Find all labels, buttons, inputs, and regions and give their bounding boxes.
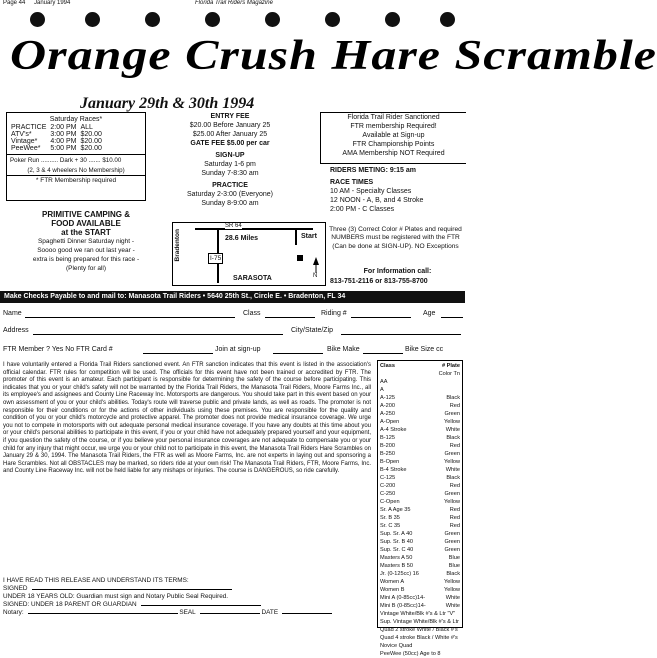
plate-color: Yellow — [444, 499, 460, 505]
class-name: A-125 — [380, 395, 395, 401]
race-row: PRACTICE 2:00 PM ALL — [11, 124, 93, 131]
sun-icon — [145, 12, 160, 27]
class-name: Sr. C 35 — [380, 523, 401, 529]
map-start: Start — [301, 233, 317, 240]
class-name: B-200 — [380, 443, 395, 449]
bike-size-label: Bike Size cc — [405, 346, 444, 353]
ftr-line: Available at Sign-up — [362, 132, 425, 139]
sun-icon — [30, 12, 45, 27]
class-row — [380, 450, 460, 458]
class-name: A-200 — [380, 403, 395, 409]
camping-line: Soooo good we ran out last year - — [37, 247, 135, 254]
bike-make-field[interactable] — [363, 353, 403, 354]
class-name: B-Open — [380, 459, 400, 465]
class-name: Quad 2 stroke White / Black #'s — [380, 627, 458, 633]
class-row — [380, 482, 460, 490]
sun-icon — [385, 12, 400, 27]
map-bradenton: Bradenton — [174, 229, 181, 262]
name-label: Name — [3, 310, 22, 317]
class-label: Class — [243, 310, 261, 317]
plate-color: Black — [446, 475, 460, 481]
ftr-member-label: FTR Member ? Yes No FTR Card # — [3, 346, 113, 353]
entry-form — [3, 310, 465, 361]
plate-color: Blue — [448, 563, 460, 569]
races-box — [6, 112, 146, 201]
bike-make-label: Bike Make — [327, 346, 360, 353]
class-row — [380, 602, 460, 610]
class-name: A — [380, 387, 384, 393]
plate-color: Green — [444, 547, 460, 553]
ftr-line: Florida Trail Rider Sanctioned — [347, 114, 440, 121]
class-row — [380, 490, 460, 498]
class-row — [380, 410, 460, 418]
guardian-label: SIGNED: UNDER 18 PARENT OR GUARDIAN — [3, 601, 137, 608]
class-row — [380, 426, 460, 434]
sun-icon — [265, 12, 280, 27]
north-icon: N — [313, 273, 318, 279]
practice-heading: PRACTICE — [212, 182, 248, 189]
plate-color: Green — [444, 451, 460, 457]
class-name: Vintage White/Blk #'s & Ltr "V" — [380, 611, 456, 617]
seal-field[interactable] — [200, 613, 260, 614]
plate-color: Red — [449, 515, 460, 521]
class-row — [380, 578, 460, 586]
plate-color: White — [445, 467, 460, 473]
practice-line: Saturday 2-3:00 (Everyone) — [187, 191, 273, 198]
ftr-box — [320, 112, 466, 164]
class-row — [380, 610, 460, 618]
class-row — [380, 434, 460, 442]
class-row — [380, 594, 460, 602]
class-row — [380, 522, 460, 530]
info-phone: 813-751-2116 or 813-755-8700 — [330, 278, 428, 285]
plate-color: White — [445, 595, 460, 601]
camping-line: (Plenty for all) — [65, 265, 107, 272]
entry-info — [150, 112, 310, 208]
ftr-line: FTR membership Required! — [350, 123, 437, 130]
races-heading: Saturday Races* — [49, 116, 103, 123]
class-name: Sup. Sr. C 40 — [380, 547, 414, 553]
map-sr64: SR 64 — [225, 223, 242, 229]
plate-color: Red — [449, 443, 460, 449]
class-row — [380, 458, 460, 466]
class-row — [380, 650, 460, 658]
city-field[interactable] — [341, 334, 461, 335]
plates-note: Three (3) Correct Color # Plates and required NUMBERS must be registered with the FTR (Can be done at SIGN-UP). NO Exceptions — [329, 226, 462, 250]
race-info — [330, 166, 465, 214]
class-row — [380, 514, 460, 522]
plate-color: Black — [446, 395, 460, 401]
signed-label: SIGNED — [3, 585, 28, 592]
mail-to-bar: Make Checks Payable to and mail to: Manasota Trail Riders • 5640 25th St., Circle E. • Bradenton, FL 34 — [0, 291, 465, 303]
races-table — [9, 124, 104, 152]
plate-color: Green — [444, 539, 460, 545]
signup-line: Saturday 1-6 pm — [204, 161, 256, 168]
ftr-line: FTR Championship Points — [352, 141, 435, 148]
class-name: Novice Quad — [380, 643, 413, 649]
class-name: AA — [380, 379, 388, 385]
ftr-line: AMA Membership NOT Required — [342, 150, 445, 157]
age-field[interactable] — [441, 317, 463, 318]
class-name: Mini B (0-85cc)14- — [380, 603, 426, 609]
class-row — [380, 394, 460, 402]
join-label: Join at sign-up — [215, 346, 261, 353]
class-row — [380, 378, 460, 386]
release-waiver: I have voluntarily entered a Florida Trail Riders sanctioned event. An FTR sanction indicates that this event is listed in the association's official calendar. FTR rules for competition will be used. The officials for this event have not been trained or accredited by FTR. The promoter of this event is an amateur. Each participant is responsible for determining the safety of the course before participating. This indicates that you or your child's safety will not be warranted by the Florida Trail Riders, the Manasota Trail Riders, Moore Farms Inc., all its employee's and assignees and County Line Raceway Inc. Motorsports are dangerous. You should take part in this event based on your own assessment of you or your child's abilities. Today's route will traverse public and private lands, as well as roads. The promoter is not responsible for their conditions or for the actions of other individuals using these premises. You are responsible for the quality and condition of you or your child's motorcycle and protective apparel. The promoter does not provide medical insurance coverage. We urge you not to compete in motorsports with out adequate personal medical insurance coverage. If you have any doubts at this time about you or your child's personal abilities to participate in this event, if you or your child have not adequately prepared yourself and your equipment, if you question the safety of the course, or if you believe your personal insurance coverages are not adequate to compensate you or your child for any injury that might occur, we urge you or your child not to participate in this event, the Manasota Trail Riders Hare Scrambles on January 29 & 30, 1994. The Manasota Trail Riders, the FTR as well as Moore Farms, Inc. are not experts in laying out and sponsoring a Hare Scrambles. Not all OBSTACLES may be marked, so riders ride at your own risk! The Manasota Trail Riders, FTR, Moore Farms, Inc. and County Line Raceway Inc. will not be held liable for any mishaps or injuries. The course is DANGEROUS, so ride carefully. — [3, 362, 371, 475]
sun-icon — [205, 12, 220, 27]
camping-line: PRIMITIVE CAMPING & — [41, 210, 130, 219]
class-row — [380, 474, 460, 482]
map-i75: I-75 — [210, 255, 222, 262]
directions-map — [172, 222, 326, 286]
event-title: Orange Crush Hare Scramble — [10, 30, 657, 79]
address-field[interactable] — [33, 334, 283, 335]
address-label: Address — [3, 327, 29, 334]
camping-line: FOOD AVAILABLE — [51, 219, 121, 228]
camping-line: extra is being prepared for this race - — [32, 256, 140, 263]
race-times-heading: RACE TIMES — [330, 179, 374, 186]
notary-field[interactable] — [28, 613, 178, 614]
practice-line: Sunday 8-9:00 am — [201, 200, 259, 207]
magazine-name: Florida Trail Riders Magazine — [195, 0, 273, 6]
camping-line: Spaghetti Dinner Saturday night - — [37, 238, 135, 245]
date-label: DATE — [261, 609, 279, 616]
class-row — [380, 570, 460, 578]
seal-label: SEAL — [179, 609, 196, 616]
plate-color: Yellow — [444, 459, 460, 465]
join-field[interactable] — [273, 353, 323, 354]
class-name: Quad 4 stroke Black / White #'s — [380, 635, 458, 641]
poker-note: (2, 3 & 4 wheelers No Membership) — [27, 167, 125, 174]
class-row — [380, 626, 460, 634]
plate-color: Yellow — [444, 587, 460, 593]
plate-color: White — [445, 603, 460, 609]
plate-color: Green — [444, 491, 460, 497]
class-row — [380, 642, 460, 650]
map-miles: 28.6 Miles — [225, 235, 259, 242]
race-time: 2:00 PM - C Classes — [330, 206, 395, 213]
class-name: Sr. B 35 — [380, 515, 400, 521]
plate-color: Blue — [448, 555, 460, 561]
entry-line: $20.00 Before January 25 — [189, 122, 271, 129]
sun-icon — [85, 12, 100, 27]
race-row: Vintage* 4:00 PM $20.00 — [11, 138, 102, 145]
info-heading: For Information call: — [363, 268, 432, 275]
plate-color: Red — [449, 483, 460, 489]
class-name: Mini A (0-85cc)14- — [380, 595, 426, 601]
class-name: A-4 Stroke — [380, 427, 407, 433]
city-label: City/State/Zip — [291, 327, 334, 334]
class-row — [380, 634, 460, 642]
race-time: 10 AM - Specialty Classes — [330, 188, 412, 195]
plate-color: Black — [446, 571, 460, 577]
date-field[interactable] — [282, 613, 332, 614]
class-name: Sup. Sr. A 40 — [380, 531, 413, 537]
name-field[interactable] — [25, 317, 235, 318]
riders-meeting: RIDERS METING: 9:15 am — [330, 167, 416, 174]
class-row — [380, 530, 460, 538]
class-name: C-200 — [380, 483, 396, 489]
class-name: Masters B 50 — [380, 563, 413, 569]
class-color-table — [377, 360, 463, 657]
signup-line: Sunday 7-8:30 am — [201, 170, 259, 177]
header-date: January 1994 — [34, 0, 71, 6]
class-name: A-250 — [380, 411, 395, 417]
sun-icon — [325, 12, 340, 27]
class-row — [380, 586, 460, 594]
class-row — [380, 402, 460, 410]
class-name: Sup. Sr. B 40 — [380, 539, 413, 545]
class-row — [380, 506, 460, 514]
plate-color: Red — [449, 507, 460, 513]
page-number: Page 44 — [3, 0, 26, 6]
event-dates: January 29th & 30th 1994 — [80, 95, 255, 112]
membership-note: * FTR Membership required — [7, 175, 145, 185]
entry-fee-heading: ENTRY FEE — [210, 113, 250, 120]
class-name: Sr. A Age 35 — [380, 507, 411, 513]
class-row — [380, 418, 460, 426]
class-table-header: Class # Plate — [380, 363, 460, 369]
guardian-signature-field[interactable] — [141, 605, 261, 606]
map-sarasota: SARASOTA — [233, 275, 272, 282]
class-name: C-250 — [380, 491, 396, 497]
class-row — [380, 562, 460, 570]
camping-line: at the START — [61, 228, 111, 237]
class-name: Women B — [380, 587, 405, 593]
gate-fee: GATE FEE $5.00 per car — [190, 140, 270, 147]
ftr-card-field[interactable] — [143, 353, 213, 354]
class-row — [380, 554, 460, 562]
class-row — [380, 386, 460, 394]
poker-run: Poker Run .......... Dark + 30 ....... $10.00 — [7, 154, 145, 166]
race-row: PeeWee* 5:00 PM $20.00 — [11, 145, 102, 152]
plate-color: Green — [444, 531, 460, 537]
class-name: Jr. (0-125cc) 16 — [380, 571, 419, 577]
class-row — [380, 618, 460, 626]
class-name: C-125 — [380, 475, 396, 481]
race-row: ATV's* 3:00 PM $20.00 — [11, 131, 102, 138]
page-header — [0, 0, 465, 10]
riding-label: Riding # — [321, 310, 347, 317]
class-row — [380, 498, 460, 506]
sun-icon — [440, 12, 455, 27]
plate-color: Green — [444, 411, 460, 417]
entry-line: $25.00 After January 25 — [192, 131, 268, 138]
class-name: Women A — [380, 579, 405, 585]
age-label: Age — [423, 310, 436, 317]
release-statement: I HAVE READ THIS RELEASE AND UNDERSTAND ITS TERMS: — [3, 577, 189, 584]
signature-field[interactable] — [32, 589, 232, 590]
plate-color: Yellow — [444, 419, 460, 425]
plate-color: Red — [449, 403, 460, 409]
class-name: B-250 — [380, 451, 395, 457]
plate-color: White — [445, 427, 460, 433]
plate-color: Black — [446, 435, 460, 441]
class-name: C-Open — [380, 499, 400, 505]
class-name: A-Open — [380, 419, 400, 425]
class-row — [380, 538, 460, 546]
class-field[interactable] — [265, 317, 315, 318]
class-name: B-125 — [380, 435, 395, 441]
race-time: 12 NOON - A, B, and 4 Stroke — [330, 197, 424, 204]
class-name: Masters A 50 — [380, 555, 413, 561]
class-name: Sup. Vintage White/Blk #'s & Ltr — [380, 619, 460, 625]
class-row — [380, 466, 460, 474]
class-row — [380, 442, 460, 450]
signature-section — [3, 577, 373, 617]
plate-color: Yellow — [444, 579, 460, 585]
class-row — [380, 546, 460, 554]
class-table-subheader: Color Tn — [438, 371, 460, 377]
notary-label: Notary: — [3, 609, 24, 616]
class-name: B-4 Stroke — [380, 467, 407, 473]
signup-heading: SIGN-UP — [215, 152, 245, 159]
riding-number-field[interactable] — [351, 317, 411, 318]
class-name: PeeWee (50cc) Age to 8 — [380, 651, 441, 657]
camping-info — [6, 210, 166, 273]
under-18-note: UNDER 18 YEARS OLD: Guardian must sign and Notary Public Seal Required. — [3, 593, 229, 600]
plate-color: Red — [449, 523, 460, 529]
